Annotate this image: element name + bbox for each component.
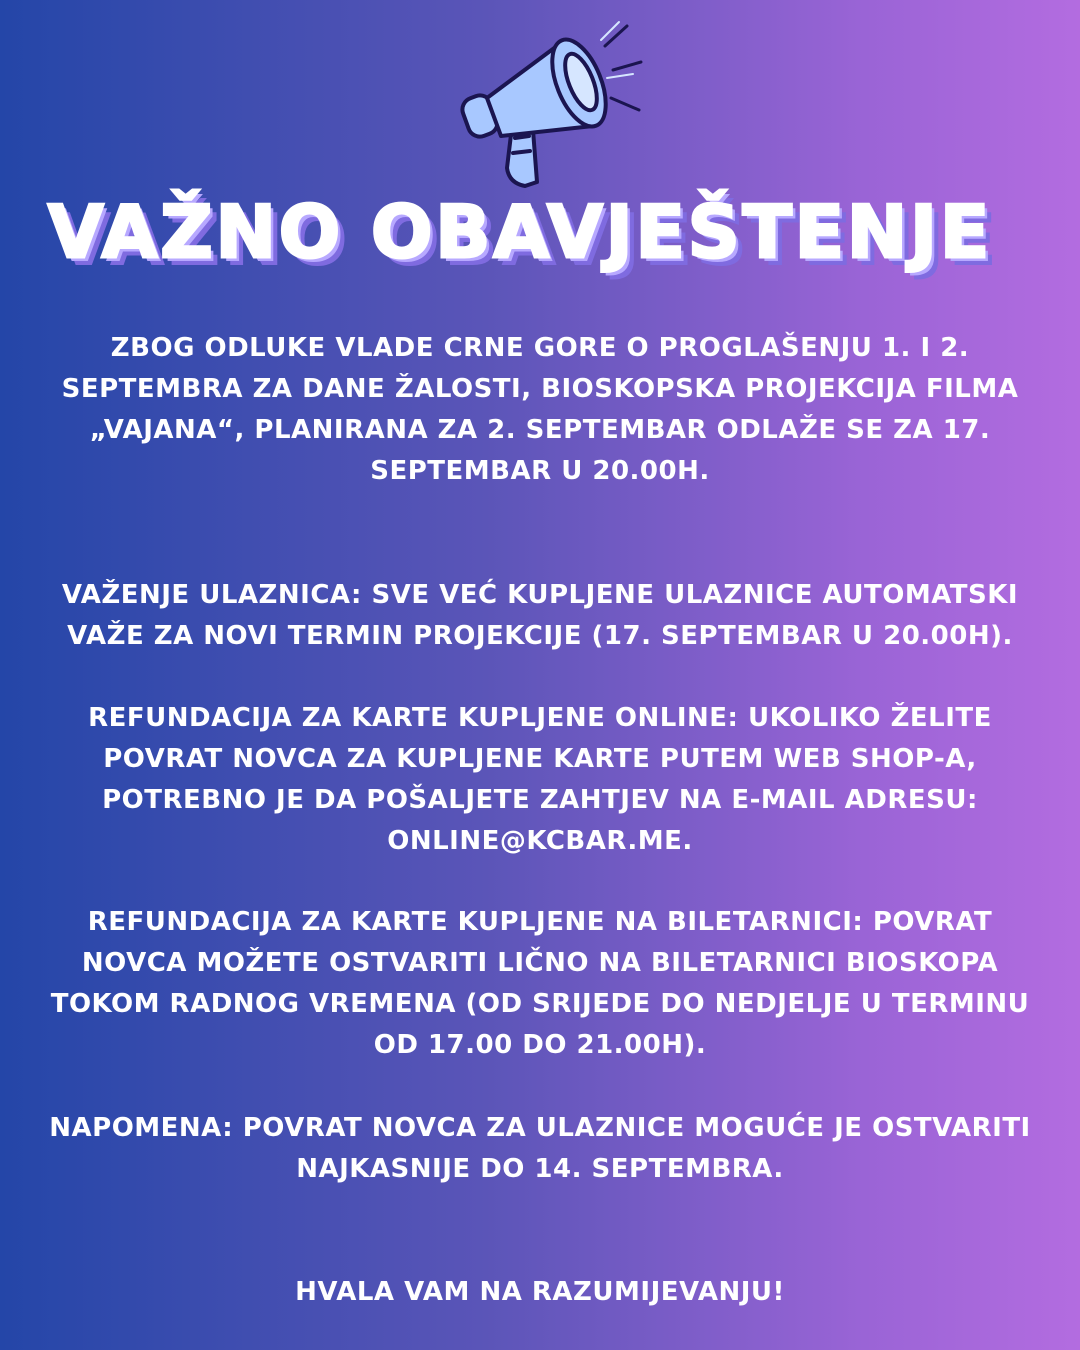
megaphone-icon — [455, 18, 655, 198]
ticket-validity-paragraph: VAŽENJE ULAZNICA: SVE VEĆ KUPLJENE ULAZNICE AUTOMATSKI VAŽE ZA NOVI TERMIN PROJEKCIJE (17. SEPTEMBAR U 20.00H). — [61, 580, 1019, 651]
page-title: VAŽNO OBAVJEŠTENJE — [47, 190, 993, 274]
online-refund-paragraph: REFUNDACIJA ZA KARTE KUPLJENE ONLINE: UKOLIKO ŽELITE POVRAT NOVCA ZA KUPLJENE KARTE PUTEM WEB SHOP-A, POTREBNO JE DA POŠALJETE ZAHTJEV NA E-MAIL ADRESU: ONLINE@KCBAR.ME. — [88, 703, 992, 856]
box-office-refund-paragraph: REFUNDACIJA ZA KARTE KUPLJENE NA BILETARNICI: POVRAT NOVCA MOŽETE OSTVARITI LIČNO NA BILETARNICI BIOSKOPA TOKOM RADNOG VREMENA (OD SRIJEDE DO NEDJELJE U TERMINU OD 17.00 DO 21.00H). — [50, 907, 1030, 1060]
refund-deadline-note: NAPOMENA: POVRAT NOVCA ZA ULAZNICE MOGUĆE JE OSTVARITI NAJKASNIJE DO 14. SEPTEMBRA. — [49, 1113, 1031, 1184]
thank-you-message: HVALA VAM NA RAZUMIJEVANJU! — [295, 1277, 785, 1307]
postponement-paragraph: ZBOG ODLUKE VLADE CRNE GORE O PROGLAŠENJU 1. I 2. SEPTEMBRA ZA DANE ŽALOSTI, BIOSKOPSKA PROJEKCIJA FILMA „VAJANA“, PLANIRANA ZA 2. SEPTEMBAR ODLAŽE SE ZA 17. SEPTEMBAR U 20.00H. — [61, 333, 1019, 486]
